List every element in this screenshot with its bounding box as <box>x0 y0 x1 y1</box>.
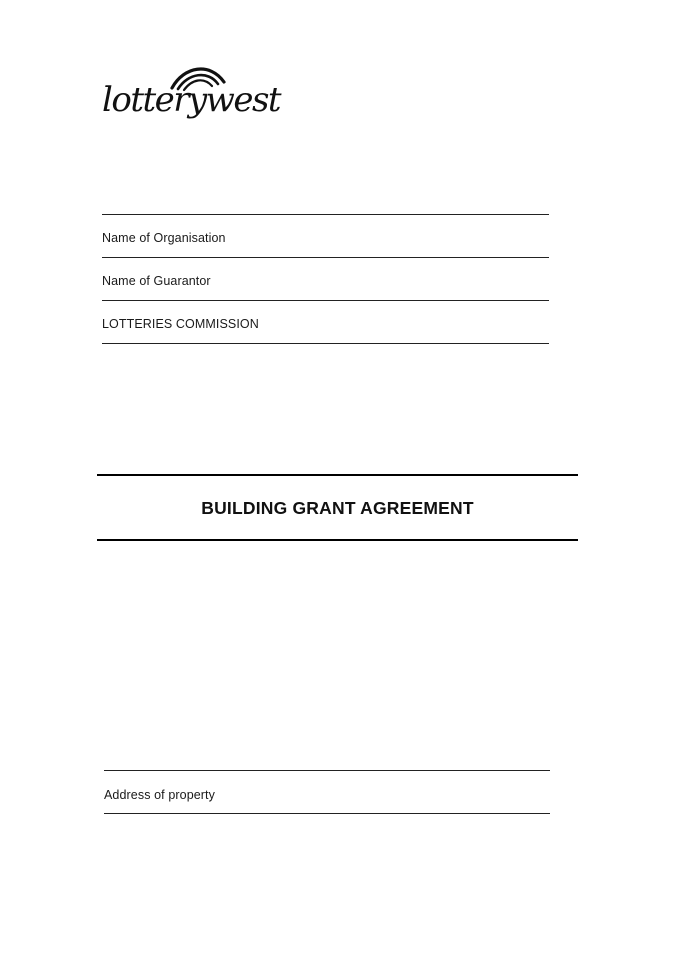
guarantor-line <box>102 257 549 258</box>
title-bottom-rule <box>97 539 578 541</box>
svg-text:lotterywest: lotterywest <box>102 80 281 120</box>
organisation-label: Name of Organisation <box>102 231 226 245</box>
commission-label: LOTTERIES COMMISSION <box>102 317 259 331</box>
organisation-line <box>102 214 549 215</box>
title-top-rule <box>97 474 578 476</box>
guarantor-label: Name of Guarantor <box>102 274 211 288</box>
bottom-party-line <box>102 343 549 344</box>
document-title: BUILDING GRANT AGREEMENT <box>201 498 474 518</box>
address-line <box>104 770 550 771</box>
address-bottom-line <box>104 813 550 814</box>
commission-line <box>102 300 549 301</box>
lotterywest-logo <box>100 62 281 124</box>
address-label: Address of property <box>104 788 215 802</box>
